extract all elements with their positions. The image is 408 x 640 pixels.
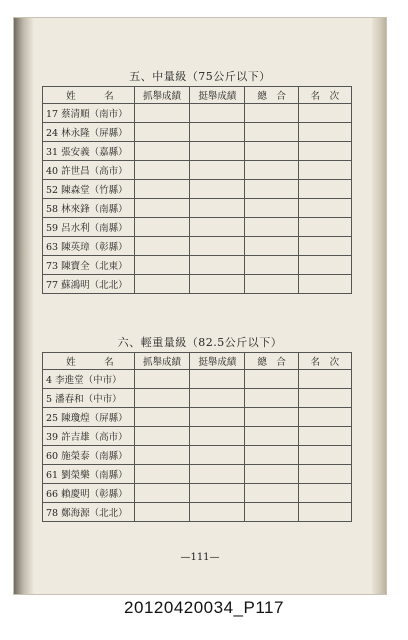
rank-cell: [298, 465, 351, 484]
rank-cell: [298, 370, 351, 389]
table-row: [43, 503, 352, 522]
table-row: [43, 199, 352, 218]
rank-cell: [298, 256, 351, 275]
header-snatch: 抓舉成績: [134, 87, 189, 104]
rank-cell: [298, 199, 351, 218]
athlete-name: 31 張安義（嘉縣）: [43, 142, 135, 161]
table-row: [43, 161, 352, 180]
rank-cell: [298, 123, 351, 142]
total-cell: [245, 218, 298, 237]
clean-jerk-cell: [190, 446, 245, 465]
header-clean-jerk: 挺舉成績: [190, 353, 245, 370]
header-name: 姓 名: [43, 353, 135, 370]
athlete-name: 61 劉榮樂（南縣）: [43, 465, 135, 484]
clean-jerk-cell: [190, 503, 245, 522]
total-cell: [245, 161, 298, 180]
total-cell: [245, 389, 298, 408]
total-cell: [245, 180, 298, 199]
table-header-row: [43, 87, 352, 104]
total-cell: [245, 142, 298, 161]
clean-jerk-cell: [190, 408, 245, 427]
table-row: [43, 484, 352, 503]
clean-jerk-cell: [190, 199, 245, 218]
snatch-cell: [134, 275, 189, 294]
header-rank: 名 次: [298, 353, 351, 370]
athlete-name: 60 施榮泰（南縣）: [43, 446, 135, 465]
clean-jerk-cell: [190, 427, 245, 446]
athlete-name: 4 李進堂（中市）: [43, 370, 135, 389]
athlete-name: 63 陳英璋（彰縣）: [43, 237, 135, 256]
rank-cell: [298, 275, 351, 294]
clean-jerk-cell: [190, 256, 245, 275]
table-row: [43, 389, 352, 408]
clean-jerk-cell: [190, 484, 245, 503]
snatch-cell: [134, 218, 189, 237]
table-row: [43, 256, 352, 275]
header-clean-jerk: 挺舉成績: [190, 87, 245, 104]
snatch-cell: [134, 256, 189, 275]
table-header-row: [43, 353, 352, 370]
rank-cell: [298, 237, 351, 256]
header-snatch: 抓舉成績: [134, 353, 189, 370]
clean-jerk-cell: [190, 237, 245, 256]
athlete-name: 73 陳寶全（北東）: [43, 256, 135, 275]
total-cell: [245, 446, 298, 465]
total-cell: [245, 370, 298, 389]
snatch-cell: [134, 389, 189, 408]
snatch-cell: [134, 199, 189, 218]
table-row: [43, 237, 352, 256]
clean-jerk-cell: [190, 275, 245, 294]
total-cell: [245, 427, 298, 446]
table-row: [43, 275, 352, 294]
rank-cell: [298, 180, 351, 199]
header-name: 姓 名: [43, 87, 135, 104]
book-gutter: [14, 18, 34, 594]
total-cell: [245, 237, 298, 256]
table-row: [43, 142, 352, 161]
page-edge: [372, 18, 386, 594]
clean-jerk-cell: [190, 123, 245, 142]
rank-cell: [298, 389, 351, 408]
athlete-name: 39 許吉雄（高市）: [43, 427, 135, 446]
athlete-name: 17 蔡清順（南市）: [43, 104, 135, 123]
clean-jerk-cell: [190, 104, 245, 123]
section6-title: 六、輕重量級（82.5公斤以下）: [117, 336, 283, 349]
table-row: [43, 465, 352, 484]
athlete-name: 59 呂水利（南縣）: [43, 218, 135, 237]
clean-jerk-cell: [190, 142, 245, 161]
total-cell: [245, 503, 298, 522]
rank-cell: [298, 408, 351, 427]
snatch-cell: [134, 503, 189, 522]
snatch-cell: [134, 161, 189, 180]
athlete-name: 40 許世昌（高市）: [43, 161, 135, 180]
clean-jerk-cell: [190, 180, 245, 199]
total-cell: [245, 123, 298, 142]
page-number: —111—: [180, 552, 220, 563]
athlete-name: 58 林來鋒（南縣）: [43, 199, 135, 218]
total-cell: [245, 484, 298, 503]
image-caption: 20120420034_P117: [124, 598, 284, 617]
rank-cell: [298, 484, 351, 503]
athlete-name: 5 潘春和（中市）: [43, 389, 135, 408]
section5-table: [42, 86, 352, 294]
rank-cell: [298, 503, 351, 522]
snatch-cell: [134, 408, 189, 427]
snatch-cell: [134, 104, 189, 123]
table-row: [43, 370, 352, 389]
clean-jerk-cell: [190, 161, 245, 180]
snatch-cell: [134, 142, 189, 161]
rank-cell: [298, 218, 351, 237]
header-total: 總 合: [245, 353, 298, 370]
snatch-cell: [134, 370, 189, 389]
table-row: [43, 218, 352, 237]
clean-jerk-cell: [190, 218, 245, 237]
section5-title: 五、中量級（75公斤以下）: [129, 70, 271, 83]
snatch-cell: [134, 484, 189, 503]
table-row: [43, 408, 352, 427]
athlete-name: 25 陳瓊煌（屏縣）: [43, 408, 135, 427]
athlete-name: 52 陳森堂（竹縣）: [43, 180, 135, 199]
athlete-name: 66 賴慶明（彰縣）: [43, 484, 135, 503]
section6-table: [42, 352, 352, 522]
total-cell: [245, 465, 298, 484]
athlete-name: 24 林永隆（屏縣）: [43, 123, 135, 142]
document-page: [14, 18, 386, 594]
rank-cell: [298, 161, 351, 180]
header-total: 總 合: [245, 87, 298, 104]
total-cell: [245, 256, 298, 275]
clean-jerk-cell: [190, 389, 245, 408]
total-cell: [245, 104, 298, 123]
rank-cell: [298, 142, 351, 161]
snatch-cell: [134, 446, 189, 465]
snatch-cell: [134, 180, 189, 199]
snatch-cell: [134, 465, 189, 484]
snatch-cell: [134, 427, 189, 446]
table-row: [43, 180, 352, 199]
total-cell: [245, 199, 298, 218]
total-cell: [245, 275, 298, 294]
table-row: [43, 123, 352, 142]
rank-cell: [298, 446, 351, 465]
clean-jerk-cell: [190, 370, 245, 389]
athlete-name: 78 鄭海源（北北）: [43, 503, 135, 522]
rank-cell: [298, 427, 351, 446]
table-row: [43, 446, 352, 465]
table-row: [43, 104, 352, 123]
header-rank: 名 次: [298, 87, 351, 104]
table-row: [43, 427, 352, 446]
total-cell: [245, 408, 298, 427]
clean-jerk-cell: [190, 465, 245, 484]
snatch-cell: [134, 237, 189, 256]
snatch-cell: [134, 123, 189, 142]
athlete-name: 77 蘇鴻明（北北）: [43, 275, 135, 294]
rank-cell: [298, 104, 351, 123]
